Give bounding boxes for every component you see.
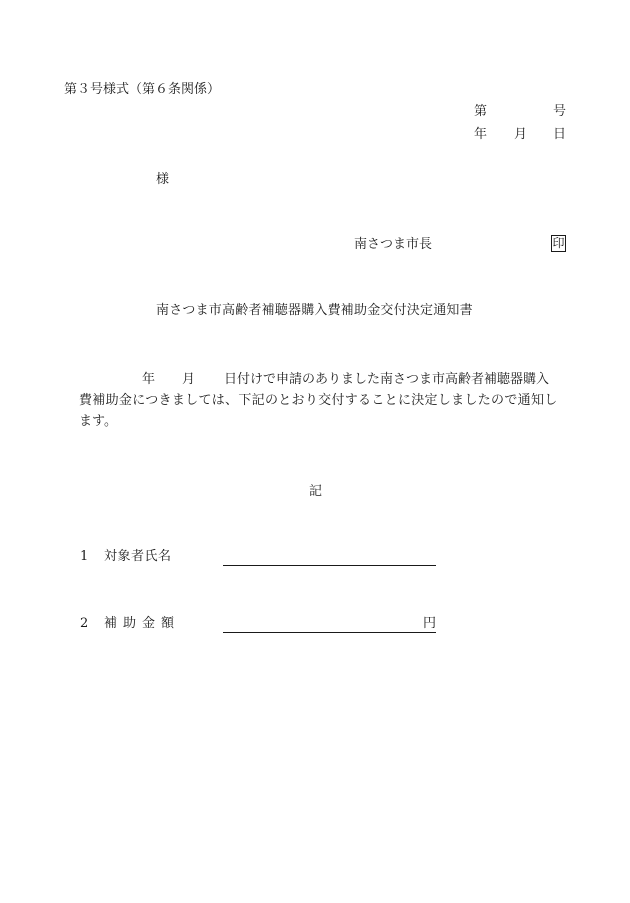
- recipient-honorific: 様: [156, 172, 170, 187]
- subsidy-amount-field[interactable]: [223, 616, 436, 633]
- item-label-recipient-name: 対象者氏名: [104, 549, 172, 564]
- doc-number-suffix: 号: [552, 104, 566, 119]
- body-line-3: ます。: [79, 414, 117, 429]
- recipient-name-field[interactable]: [223, 549, 436, 566]
- sender-title: 南さつま市長: [354, 237, 433, 252]
- body-line-2: 費補助金につきましては、下記のとおり交付することに決定しましたので通知し: [79, 393, 558, 408]
- form-number: 第３号様式（第６条関係）: [64, 82, 221, 97]
- doc-number-prefix: 第: [474, 104, 488, 119]
- date-month: 月: [514, 127, 528, 142]
- item-number: 1: [80, 549, 89, 564]
- body-year: 年: [142, 372, 156, 387]
- item-number: 2: [80, 616, 89, 631]
- ki-heading: 記: [309, 484, 323, 499]
- currency-unit: 円: [422, 616, 436, 631]
- date-year: 年: [474, 127, 488, 142]
- document-title: 南さつま市高齢者補聴器購入費補助金交付決定通知書: [156, 303, 473, 318]
- item-label-subsidy-amount: 補助金額: [104, 616, 181, 631]
- body-month: 月: [182, 372, 196, 387]
- body-line-1-text: 日付けで申請のありました南さつま市高齢者補聴器購入: [224, 372, 550, 387]
- seal-mark: 印: [552, 236, 565, 250]
- date-day: 日: [552, 127, 566, 142]
